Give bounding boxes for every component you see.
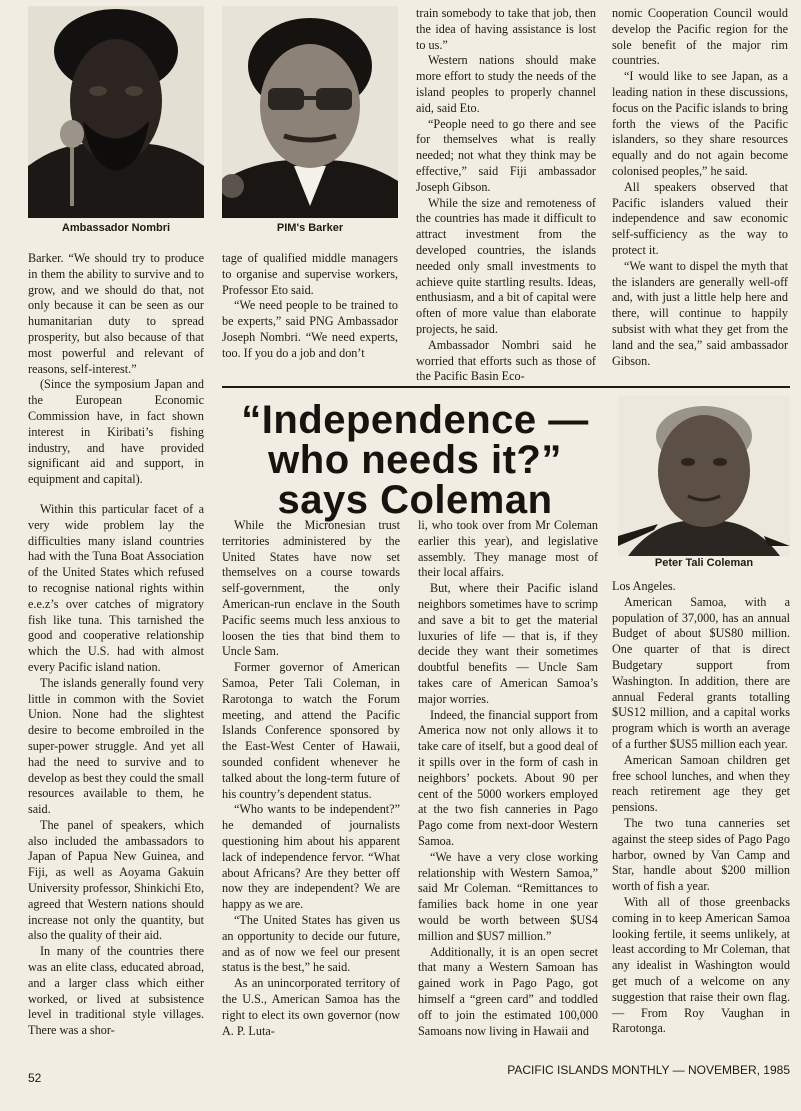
section-divider xyxy=(222,386,790,388)
paragraph: (Since the symposium Japan and the European Economic Commission have, in fact shown interest in Kiribati’s fishing industry, and have provided significant aid and support, in equipment and capital). xyxy=(28,377,204,487)
paragraph: “The United States has given us an opportunity to decide our future, and as of now we feel our present status is the best,” he said. xyxy=(222,912,400,975)
paragraph: The islands generally found very little in common with the Soviet Union. None had the slightest desire to become embroiled in the super-power struggle. And yet all had the need to survive and to develop as best they could the small resources available to them, he said. xyxy=(28,675,204,817)
top-article-column-3 xyxy=(416,6,596,385)
photo-ambassador-nombri xyxy=(28,6,204,218)
portrait-barker-image xyxy=(222,6,398,218)
paragraph: nomic Cooperation Council would develop the Pacific region for the sole benefit of the major rim countries. xyxy=(612,6,788,68)
paragraph: “We want to dispel the myth that the islanders are generally well-off and, with just a little help here and there, will continue to happily subsist with what they get from the land and the sea,” said ambassador Gibson. xyxy=(612,258,788,368)
headline-line-3: says Coleman xyxy=(277,478,553,522)
paragraph: The panel of speakers, which also included the ambassadors to Japan of Papua New Guinea, and Fiji, as well as Aoyama Gakuin University professor, Shinkichi Eto, agreed that Western nations should increase not only the quantity, but also the quality of their aid. xyxy=(28,817,204,943)
caption-barker: PIM's Barker xyxy=(276,222,344,234)
coleman-article-column-1 xyxy=(222,518,400,1039)
paragraph: Within this particular facet of a very wide problem lay the difficulties many island countries had with the Tuna Boat Association of the United States which refused to recognise national rights within e.e.z’s over catches of migratory fish like tuna. This tarnished the good and cooperative relationship which the U.S. had with almost every Pacific island nation. xyxy=(28,501,204,674)
top-article-column-1 xyxy=(28,251,204,1039)
paragraph: Western nations should make more effort to study the needs of the island peoples to properly channel aid, said Eto. xyxy=(416,53,596,115)
paragraph: But, where their Pacific island neighbors sometimes have to scrimp and save a bit to get the material luxuries of life — that is, if they decide they want their sometimes doubtful benefits — Uncle Sam takes care of American Samoa’s major worries. xyxy=(418,581,598,706)
paragraph: While the Micronesian trust territories administered by the United States have now set themselves on a course towards self-government, the only American-run enclave in the South Pacific seems much less anxious to loosen the ties that bind them to Uncle Sam. xyxy=(222,518,400,659)
paragraph: The two tuna canneries set against the steep sides of Pago Pago harbor, owned by Van Camp and Star, handle about $200 million worth of fish a year. xyxy=(612,815,790,894)
paragraph: In many of the countries there was an elite class, educated abroad, and a larger class which either worked, or lived at subsistence level in traditional style villages. There was a shor- xyxy=(28,944,204,1038)
caption-nombri: Ambassador Nombri xyxy=(61,222,171,234)
article-headline xyxy=(232,400,598,520)
publication-footer: PACIFIC ISLANDS MONTHLY — NOVEMBER, 1985 xyxy=(507,1063,790,1077)
paragraph: While the size and remoteness of the countries has made it difficult to attract investment from the developed countries, the islands needed only small investments to achieve quite startling results. Ideas, enthusiasm, and a bit of capital were often of more value than elaborate projects, he said. xyxy=(416,195,596,336)
paragraph: American Samoan children get free school lunches, and when they reach retirement age they get pensions. xyxy=(612,752,790,815)
paragraph: American Samoa, with a population of 37,000, has an annual Budget of about $US80 million. One quarter of that is direct Budgetary support from Washington. In addition, there are annual Federal grants totalling $US12 million, and a capital works program which is worth an average of a further $US5 million each year. xyxy=(612,594,790,751)
paragraph: “I would like to see Japan, as a leading nation in these discussions, focus on the Pacific islands to bring forth the views of the Pacific islanders, so they share resources equally and do not again become colonised peoples,” he said. xyxy=(612,69,788,178)
paragraph: “We need people to be trained to be experts,” said PNG Ambassador Joseph Nombri. “We need experts, too. If you do a job and don’t xyxy=(222,298,398,360)
paragraph: tage of qualified middle managers to organise and supervise workers, Professor Eto said. xyxy=(222,251,398,297)
caption-coleman: Peter Tali Coleman xyxy=(654,557,754,569)
paragraph: li, who took over from Mr Coleman earlier this year), and legislative assembly. They manage most of their local affairs. xyxy=(418,518,598,580)
paragraph: All speakers observed that Pacific islanders valued their independence and saw economic self-sufficiency as the way to protect it. xyxy=(612,179,788,257)
page-number: 52 xyxy=(28,1071,42,1085)
paragraph: Additionally, it is an open secret that many a Western Samoan has gained work in Pago Pago, got himself a “green card” and toddled off to join the estimated 100,000 Samoans now living in Hawaii and xyxy=(418,944,598,1038)
coleman-article-column-3 xyxy=(612,579,790,1037)
portrait-coleman-image xyxy=(618,396,790,556)
paragraph: As an unincorporated territory of the U.S., American Samoa has the right to elect its own governor (now A. P. Luta- xyxy=(222,976,400,1038)
photo-pims-barker xyxy=(222,6,398,218)
top-article-column-4 xyxy=(612,6,788,369)
paragraph: train somebody to take that job, then the idea of having assistance is lost to us.” xyxy=(416,6,596,52)
coleman-article-column-2 xyxy=(418,518,598,1039)
photo-peter-tali-coleman xyxy=(618,396,790,556)
top-article-column-2 xyxy=(222,251,398,362)
headline-line-2: who needs it?” xyxy=(268,438,562,482)
paragraph: Barker. “We should try to produce in them the ability to survive and to grow, and we should do that, not only because it can be seen as our humanitarian duty to spread prosperity, but also because of that most powerful and relevant of reasons, self-interest.” xyxy=(28,251,204,376)
headline-line-1: “Independence — xyxy=(241,398,589,442)
paragraph: Indeed, the financial support from America now not only allows it to take care of itself, but a good deal of it spills over in the form of cash in neighbors’ pockets. About 90 per cent of the 5000 workers employed at the two fish canneries in Pago Pago come from next-door Western Samoa. xyxy=(418,707,598,848)
paragraph: Los Angeles. xyxy=(612,579,676,593)
paragraph: “People need to go there and see for themselves what is really needed; not what they think may be effective,” said Fiji ambassador Joseph Gibson. xyxy=(416,116,596,194)
paragraph: Ambassador Nombri said he worried that efforts such as those of the Pacific Basin Eco- xyxy=(416,337,596,384)
paragraph: “Who wants to be independent?” he demanded of journalists questioning him about his apparent lack of independence fervor. “What about Africans? Are they better off now they are independent? We are happy as we are. xyxy=(222,802,400,912)
paragraph: “We have a very close working relationship with Western Samoa,” said Mr Coleman. “Remittances to families back home in one year would be worth between $US4 million and $US7 million.” xyxy=(418,849,598,943)
paragraph: Former governor of American Samoa, Peter Tali Coleman, in Rarotonga to watch the Forum meeting, and attend the Pacific Islands Conference sponsored by the East-West Center of Hawaii, sounded confident whenever he talked about the long-term future of his country’s dependent status. xyxy=(222,660,400,801)
portrait-nombri-image xyxy=(28,6,204,218)
paragraph: With all of those greenbacks coming in to keep American Samoa looking fertile, it seems unlikely, at least according to Mr Coleman, that any idealist in Washington would get much of a welcome on any suggestion that raise their own flag. — From Roy Vaughan in Rarotonga. xyxy=(612,894,790,1036)
